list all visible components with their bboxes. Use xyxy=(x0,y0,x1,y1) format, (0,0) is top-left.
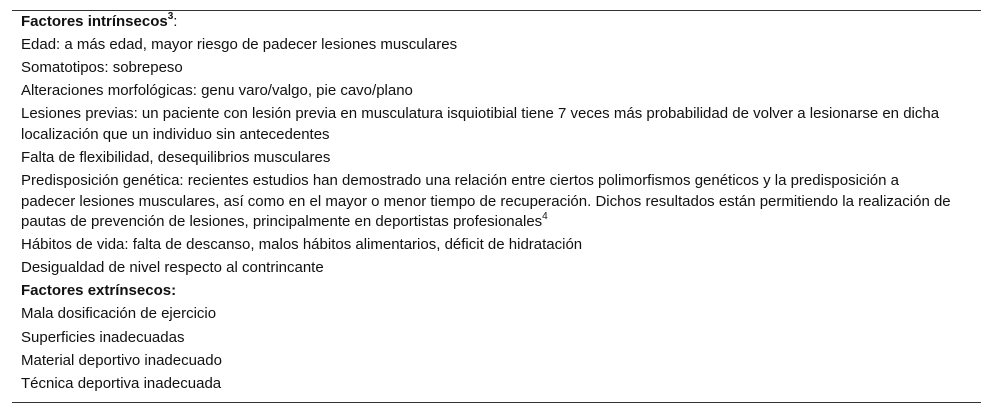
intrinsic-item-lifestyle: Hábitos de vida: falta de descanso, malos hábitos alimentarios, déficit de hidratación xyxy=(21,236,583,254)
extrinsic-item-dosage: Mala dosificación de ejercicio xyxy=(21,305,217,323)
genetics-text: Predisposición genética: recientes estudios han demostrado una relación entre ciertos polimorfismos genéticos y la predisposición a padecer lesiones musculares, así como en el mayor o menor tiempo de recuperación. Dichos resultados están permitiendo la realización de pautas de prevención de lesiones, principalmente en deportistas profesionales xyxy=(21,172,951,231)
intrinsic-item-previous-injuries: Lesiones previas: un paciente con lesión previa en musculatura isquiotibial tiene 7 veces más probabilidad de volver a lesionarse en dicha localización que un individuo sin antecedentes xyxy=(21,105,940,143)
extrinsic-item-technique: Técnica deportiva inadecuada xyxy=(21,374,222,392)
intrinsic-item-level-difference: Desigualdad de nivel respecto al contrincante xyxy=(21,259,324,277)
risk-factors-table xyxy=(12,10,981,403)
intrinsic-item-age: Edad: a más edad, mayor riesgo de padecer lesiones musculares xyxy=(21,36,458,54)
genetics-reference[interactable]: 4 xyxy=(542,211,548,223)
intrinsic-heading-text: Factores intrínsecos xyxy=(21,13,168,30)
intrinsic-heading-colon: : xyxy=(173,13,178,30)
extrinsic-item-equipment: Material deportivo inadecuado xyxy=(21,351,222,369)
intrinsic-item-morphology: Alteraciones morfológicas: genu varo/valgo, pie cavo/plano xyxy=(21,82,413,100)
intrinsic-factors-heading xyxy=(12,11,981,34)
intrinsic-item-flexibility: Falta de flexibilidad, desequilibrios musculares xyxy=(21,148,331,166)
intrinsic-reference[interactable]: 3 xyxy=(167,11,174,22)
intrinsic-item-genetics xyxy=(12,170,981,234)
extrinsic-item-surfaces: Superficies inadecuadas xyxy=(21,328,185,346)
extrinsic-factors-heading: Factores extrínsecos: xyxy=(21,282,177,300)
intrinsic-item-somatotype: Somatotipos: sobrepeso xyxy=(21,59,183,77)
